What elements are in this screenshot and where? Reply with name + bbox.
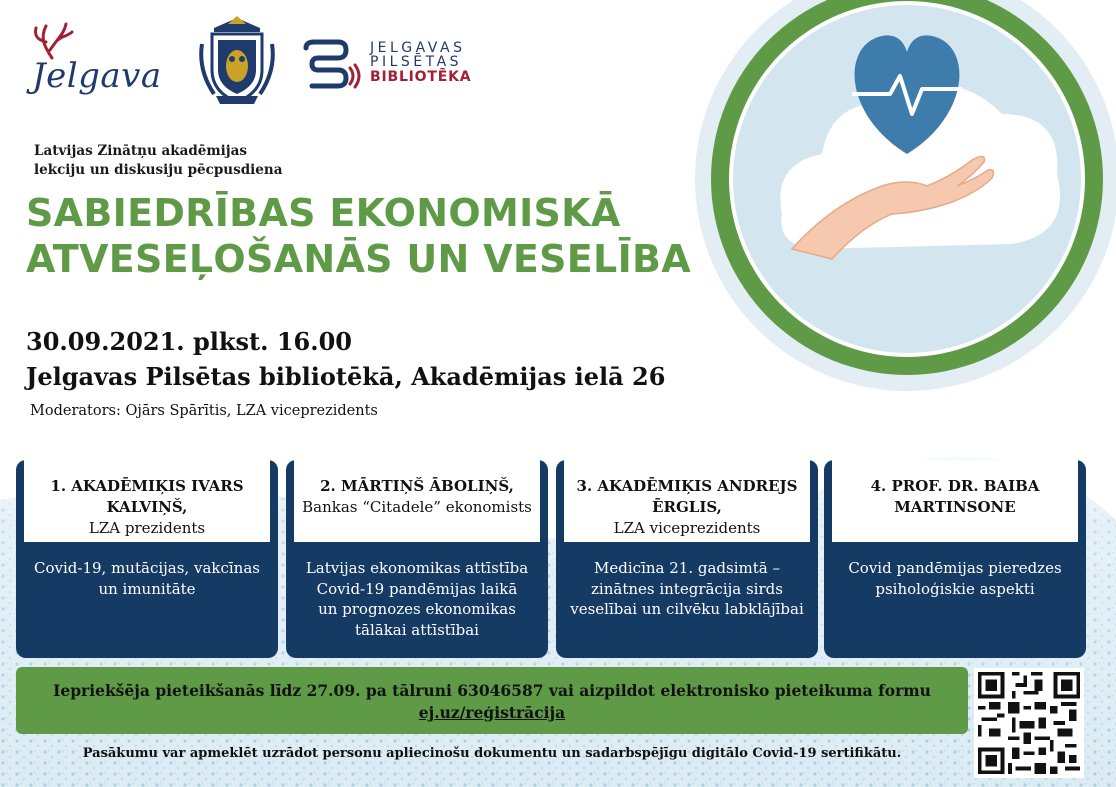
- speaker-card-3: [556, 460, 818, 658]
- qr-code-icon[interactable]: [974, 668, 1084, 778]
- speaker-name-line1: 2. MĀRTIŅŠ ĀBOLIŅŠ,: [320, 477, 514, 495]
- speaker-name-line2: MARTINSONE: [894, 498, 1016, 516]
- speaker-name-line1: 4. PROF. DR. BAIBA: [870, 477, 1040, 495]
- event-venue: Jelgavas Pilsētas bibliotēkā, Akadēmijas ielā 26: [26, 362, 666, 391]
- topic-line: un prognozes ekonomikas: [318, 600, 516, 618]
- title-line2: ATVESEĻOŠANĀS UN VESELĪBA: [26, 237, 691, 281]
- speaker-topic: [564, 558, 810, 620]
- speaker-topic: [24, 558, 270, 599]
- jelgava-logo: [24, 18, 184, 98]
- registration-text: Iepriekšēja pieteikšanās līdz 27.09. pa tālruni 63046587 vai aizpildot elektronisko pieteikuma formu: [53, 681, 931, 700]
- owl-crest-icon: [194, 14, 280, 106]
- registration-bar: [16, 667, 968, 734]
- speaker-card-1: [16, 460, 278, 658]
- speaker-card-4: [824, 460, 1086, 658]
- page-title: [26, 190, 691, 282]
- speaker-card-2: [286, 460, 548, 658]
- speaker-card-header: [832, 460, 1078, 542]
- topic-line: un imunitāte: [98, 579, 196, 598]
- heart-hand-illustration: [692, 0, 1116, 394]
- library-swoosh-icon: [302, 38, 364, 90]
- speaker-role: LZA viceprezidents: [613, 519, 761, 537]
- speaker-role: Bankas “Citadele” ekonomists: [302, 498, 532, 516]
- library-logo-line1: JELGAVAS: [370, 40, 466, 56]
- event-date: 30.09.2021. plkst. 16.00: [26, 327, 353, 356]
- event-moderator: Moderators: Ojārs Spārītis, LZA viceprezidents: [30, 403, 378, 419]
- topic-line: Latvijas ekonomikas attīstība: [305, 559, 529, 577]
- library-logo-line2: PILSĒTAS: [370, 54, 463, 70]
- jelgava-wordmark: Jelgava: [32, 56, 162, 96]
- footer-note: Pasākumu var apmeklēt uzrādot personu apliecinošu dokumentu un sadarbspējīgu digitālo Covid-19 sertifikātu.: [82, 746, 902, 761]
- library-logo: [302, 38, 502, 90]
- library-logo-line3: BIBLIOTĒKA: [370, 69, 472, 85]
- speaker-name-line1: 3. AKADĒMIĶIS ANDREJS: [576, 477, 798, 495]
- topic-line: psiholoģiskie aspekti: [875, 579, 1035, 598]
- speaker-card-header: [24, 460, 270, 542]
- topic-line: Medicīna 21. gadsimtā –: [594, 559, 780, 577]
- speaker-topic: [294, 558, 540, 640]
- speaker-card-header: [294, 460, 540, 542]
- speaker-name-line1: 1. AKADĒMIĶIS IVARS: [50, 477, 244, 495]
- speaker-name-line2: KALVIŅŠ,: [106, 498, 188, 516]
- academy-crest-logo: [194, 14, 280, 106]
- title-line1: SABIEDRĪBAS EKONOMISKĀ: [26, 191, 621, 235]
- topic-line: Covid-19 pandēmijas laikā: [316, 579, 518, 598]
- topic-line: Covid-19, mutācijas, vakcīnas: [34, 559, 260, 577]
- topic-line: tālākai attīstībai: [355, 620, 479, 639]
- speaker-role: LZA prezidents: [88, 519, 206, 537]
- speaker-card-header: [564, 460, 810, 542]
- topic-line: Covid pandēmijas pieredzes: [848, 559, 1062, 577]
- topic-line: zinātnes integrācija sirds: [591, 579, 783, 598]
- topic-line: veselībai un cilvēku labklājībai: [570, 600, 804, 618]
- subtitle: [34, 142, 282, 180]
- speaker-topic: [832, 558, 1078, 599]
- subtitle-line1: Latvijas Zinātņu akadēmijas: [34, 143, 248, 159]
- subtitle-line2: lekciju un diskusiju pēcpusdiena: [34, 162, 283, 178]
- speaker-name-line2: ĒRGLIS,: [652, 498, 722, 516]
- registration-link[interactable]: ej.uz/reģistrācija: [418, 703, 566, 722]
